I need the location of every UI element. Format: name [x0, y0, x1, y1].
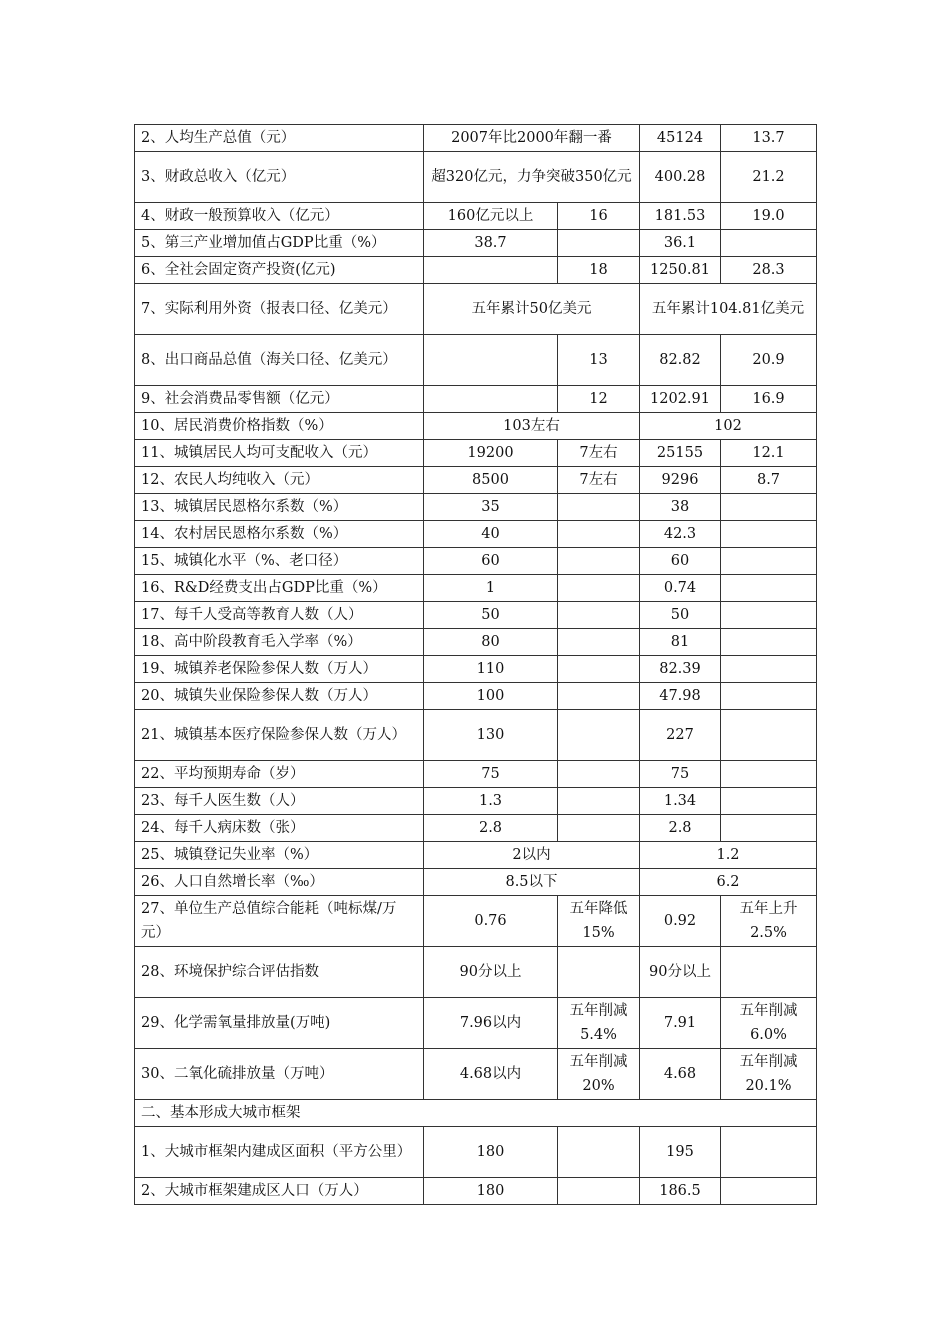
table-row	[135, 815, 817, 842]
table-row	[135, 842, 817, 869]
indicator-name-cell: 2、大城市框架建成区人口（万人）	[135, 1178, 424, 1205]
value-cell: 36.1	[640, 230, 721, 257]
indicator-name-cell: 4、财政一般预算收入（亿元）	[135, 203, 424, 230]
value-cell: 82.82	[640, 335, 721, 386]
value-cell: 21.2	[721, 152, 817, 203]
value-cell: 227	[640, 710, 721, 761]
value-cell: 五年累计50亿美元	[424, 284, 640, 335]
table-row	[135, 203, 817, 230]
value-cell	[721, 761, 817, 788]
value-cell: 1.34	[640, 788, 721, 815]
value-cell	[558, 761, 640, 788]
value-cell: 1	[424, 575, 558, 602]
value-cell	[721, 683, 817, 710]
table-row	[135, 335, 817, 386]
value-cell	[558, 230, 640, 257]
table-row	[135, 788, 817, 815]
value-cell: 超320亿元，力争突破350亿元	[424, 152, 640, 203]
indicator-name-cell: 30、二氧化硫排放量（万吨）	[135, 1049, 424, 1100]
value-cell: 五年累计104.81亿美元	[640, 284, 817, 335]
indicator-table-body	[135, 125, 817, 1205]
value-cell: 五年削减20%	[558, 1049, 640, 1100]
table-row	[135, 152, 817, 203]
table-row	[135, 413, 817, 440]
indicator-name-cell: 26、人口自然增长率（‰）	[135, 869, 424, 896]
table-row	[135, 656, 817, 683]
indicator-name-cell: 6、全社会固定资产投资(亿元)	[135, 257, 424, 284]
value-cell: 90分以上	[424, 947, 558, 998]
value-cell: 60	[424, 548, 558, 575]
value-cell: 7左右	[558, 467, 640, 494]
table-row	[135, 710, 817, 761]
value-cell: 五年降低15%	[558, 896, 640, 947]
value-cell: 8.7	[721, 467, 817, 494]
indicator-table	[134, 124, 817, 1205]
value-cell	[424, 257, 558, 284]
value-cell: 1.3	[424, 788, 558, 815]
indicator-name-cell: 10、居民消费价格指数（%）	[135, 413, 424, 440]
value-cell: 13.7	[721, 125, 817, 152]
value-cell	[721, 230, 817, 257]
indicator-name-cell: 9、社会消费品零售额（亿元）	[135, 386, 424, 413]
value-cell: 0.76	[424, 896, 558, 947]
indicator-name-cell: 17、每千人受高等教育人数（人）	[135, 602, 424, 629]
value-cell	[721, 710, 817, 761]
value-cell: 102	[640, 413, 817, 440]
value-cell	[558, 602, 640, 629]
value-cell	[558, 656, 640, 683]
value-cell	[721, 494, 817, 521]
value-cell: 6.2	[640, 869, 817, 896]
value-cell	[424, 335, 558, 386]
value-cell	[558, 1127, 640, 1178]
value-cell: 81	[640, 629, 721, 656]
table-row	[135, 521, 817, 548]
indicator-name-cell: 28、环境保护综合评估指数	[135, 947, 424, 998]
value-cell: 38	[640, 494, 721, 521]
value-cell	[558, 521, 640, 548]
indicator-name-cell: 1、大城市框架内建成区面积（平方公里）	[135, 1127, 424, 1178]
value-cell: 186.5	[640, 1178, 721, 1205]
value-cell	[721, 1178, 817, 1205]
value-cell: 4.68以内	[424, 1049, 558, 1100]
value-cell: 1202.91	[640, 386, 721, 413]
value-cell: 2.8	[424, 815, 558, 842]
table-row	[135, 1049, 817, 1100]
indicator-name-cell: 29、化学需氧量排放量(万吨)	[135, 998, 424, 1049]
table-row	[135, 998, 817, 1049]
table-row	[135, 947, 817, 998]
value-cell	[558, 683, 640, 710]
value-cell: 1250.81	[640, 257, 721, 284]
indicator-name-cell: 13、城镇居民恩格尔系数（%）	[135, 494, 424, 521]
indicator-name-cell: 2、人均生产总值（元）	[135, 125, 424, 152]
value-cell	[721, 788, 817, 815]
table-row	[135, 896, 817, 947]
table-row	[135, 548, 817, 575]
value-cell: 16.9	[721, 386, 817, 413]
value-cell: 180	[424, 1178, 558, 1205]
table-row	[135, 257, 817, 284]
value-cell: 110	[424, 656, 558, 683]
indicator-name-cell: 3、财政总收入（亿元）	[135, 152, 424, 203]
value-cell: 19200	[424, 440, 558, 467]
value-cell: 90分以上	[640, 947, 721, 998]
value-cell	[558, 575, 640, 602]
table-row	[135, 494, 817, 521]
value-cell: 60	[640, 548, 721, 575]
value-cell	[721, 1127, 817, 1178]
indicator-name-cell: 12、农民人均纯收入（元）	[135, 467, 424, 494]
indicator-name-cell: 16、R&D经费支出占GDP比重（%）	[135, 575, 424, 602]
table-row	[135, 602, 817, 629]
value-cell: 45124	[640, 125, 721, 152]
value-cell: 400.28	[640, 152, 721, 203]
value-cell: 82.39	[640, 656, 721, 683]
value-cell	[721, 629, 817, 656]
value-cell: 25155	[640, 440, 721, 467]
value-cell: 五年削减5.4%	[558, 998, 640, 1049]
value-cell: 2以内	[424, 842, 640, 869]
value-cell: 19.0	[721, 203, 817, 230]
table-row	[135, 1178, 817, 1205]
value-cell: 五年削减20.1%	[721, 1049, 817, 1100]
value-cell: 20.9	[721, 335, 817, 386]
value-cell: 18	[558, 257, 640, 284]
value-cell	[558, 1178, 640, 1205]
value-cell: 40	[424, 521, 558, 548]
indicator-name-cell: 14、农村居民恩格尔系数（%）	[135, 521, 424, 548]
value-cell	[558, 815, 640, 842]
value-cell: 2007年比2000年翻一番	[424, 125, 640, 152]
table-row	[135, 869, 817, 896]
value-cell: 180	[424, 1127, 558, 1178]
value-cell	[424, 386, 558, 413]
indicator-name-cell: 8、出口商品总值（海关口径、亿美元）	[135, 335, 424, 386]
value-cell: 75	[424, 761, 558, 788]
table-row	[135, 284, 817, 335]
value-cell	[558, 548, 640, 575]
value-cell: 181.53	[640, 203, 721, 230]
value-cell: 16	[558, 203, 640, 230]
value-cell: 12	[558, 386, 640, 413]
value-cell	[721, 602, 817, 629]
table-row	[135, 575, 817, 602]
value-cell: 195	[640, 1127, 721, 1178]
value-cell: 130	[424, 710, 558, 761]
indicator-name-cell: 24、每千人病床数（张）	[135, 815, 424, 842]
value-cell	[721, 575, 817, 602]
value-cell: 7.91	[640, 998, 721, 1049]
indicator-name-cell: 20、城镇失业保险参保人数（万人）	[135, 683, 424, 710]
value-cell: 0.92	[640, 896, 721, 947]
indicator-name-cell: 25、城镇登记失业率（%）	[135, 842, 424, 869]
value-cell	[558, 788, 640, 815]
indicator-name-cell: 19、城镇养老保险参保人数（万人）	[135, 656, 424, 683]
table-row	[135, 230, 817, 257]
table-row	[135, 386, 817, 413]
value-cell: 7左右	[558, 440, 640, 467]
indicator-name-cell: 27、单位生产总值综合能耗（吨标煤/万元）	[135, 896, 424, 947]
value-cell: 0.74	[640, 575, 721, 602]
value-cell: 47.98	[640, 683, 721, 710]
value-cell: 42.3	[640, 521, 721, 548]
value-cell: 8.5以下	[424, 869, 640, 896]
value-cell	[721, 815, 817, 842]
value-cell: 38.7	[424, 230, 558, 257]
indicator-name-cell: 5、第三产业增加值占GDP比重（%）	[135, 230, 424, 257]
value-cell: 160亿元以上	[424, 203, 558, 230]
value-cell	[558, 710, 640, 761]
table-row	[135, 467, 817, 494]
table-row	[135, 629, 817, 656]
indicator-name-cell: 23、每千人医生数（人）	[135, 788, 424, 815]
value-cell: 50	[424, 602, 558, 629]
value-cell: 12.1	[721, 440, 817, 467]
value-cell: 13	[558, 335, 640, 386]
table-row	[135, 125, 817, 152]
value-cell: 五年削减6.0%	[721, 998, 817, 1049]
table-row	[135, 683, 817, 710]
value-cell: 2.8	[640, 815, 721, 842]
indicator-name-cell: 7、实际利用外资（报表口径、亿美元）	[135, 284, 424, 335]
value-cell: 28.3	[721, 257, 817, 284]
value-cell: 4.68	[640, 1049, 721, 1100]
table-row	[135, 440, 817, 467]
value-cell: 五年上升2.5%	[721, 896, 817, 947]
value-cell: 100	[424, 683, 558, 710]
value-cell	[721, 521, 817, 548]
value-cell: 9296	[640, 467, 721, 494]
table-row	[135, 1100, 817, 1127]
indicator-name-cell: 二、基本形成大城市框架	[135, 1100, 817, 1127]
value-cell: 1.2	[640, 842, 817, 869]
value-cell	[721, 947, 817, 998]
value-cell	[558, 494, 640, 521]
indicator-name-cell: 18、高中阶段教育毛入学率（%）	[135, 629, 424, 656]
table-row	[135, 1127, 817, 1178]
indicator-name-cell: 15、城镇化水平（%、老口径）	[135, 548, 424, 575]
value-cell	[721, 656, 817, 683]
value-cell: 7.96以内	[424, 998, 558, 1049]
table-row	[135, 761, 817, 788]
indicator-name-cell: 11、城镇居民人均可支配收入（元）	[135, 440, 424, 467]
value-cell: 80	[424, 629, 558, 656]
value-cell: 103左右	[424, 413, 640, 440]
value-cell	[721, 548, 817, 575]
value-cell	[558, 947, 640, 998]
indicator-name-cell: 21、城镇基本医疗保险参保人数（万人）	[135, 710, 424, 761]
value-cell: 35	[424, 494, 558, 521]
value-cell	[558, 629, 640, 656]
indicator-name-cell: 22、平均预期寿命（岁）	[135, 761, 424, 788]
value-cell: 8500	[424, 467, 558, 494]
value-cell: 50	[640, 602, 721, 629]
value-cell: 75	[640, 761, 721, 788]
